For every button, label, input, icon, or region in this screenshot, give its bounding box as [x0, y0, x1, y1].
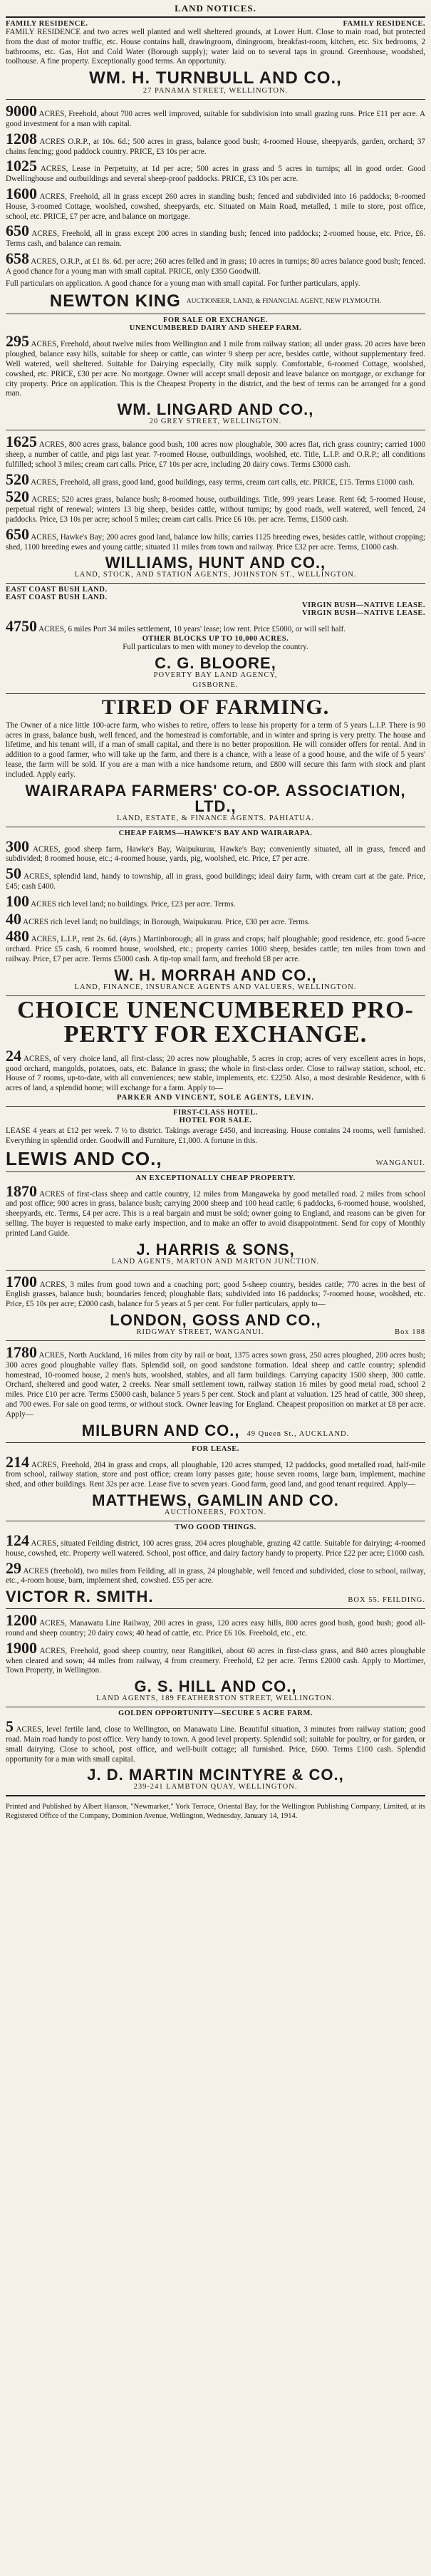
listing-text: ACRES, Freehold, all in grass except 200 acres in standing bush; fenced into paddocks; 2-roomed house, etc. Price, £6. Terms cash, and balance can remain.: [6, 229, 425, 249]
ad-heading: FOR LEASE.: [192, 1444, 239, 1453]
ad-heading-right: FAMILY RESIDENCE.: [343, 20, 425, 28]
ad-heading: TWO GOOD THINGS.: [175, 1523, 256, 1531]
ad-body: LEASE 4 years at £12 per week. 7 ½ to district. Takings average £450, and increasing. House contains 24 rooms, well furnished. Everything in splendid order. Goodwill and Furniture, £1,000. A fortune in this.: [6, 1127, 425, 1145]
ad-title-line2: PERTY FOR EXCHANGE.: [63, 1020, 368, 1048]
divider: [6, 693, 425, 694]
listing: [6, 524, 425, 553]
section-title: LAND NOTICES.: [175, 3, 256, 14]
divider: [6, 583, 425, 584]
listing-text: ACRES rich level land; no buildings; in Borough, Waipukurau. Price, £30 per acre. Terms.: [23, 917, 310, 926]
listing-text: ACRES, 6 miles Port 34 miles settlement, 10 years' lease; low rent. Price £5000, or will sell half.: [38, 625, 346, 634]
acreage: 295: [6, 332, 29, 351]
agent-name: G. S. HILL AND CO.,: [134, 1677, 297, 1696]
listing-text: ACRES; 520 acres grass, balance bush; 8-roomed house, outbuildings. Title, 999 years Lease. Rent 6d; 5-roomed House, perpetual right of renewal; winters 13 big sheep, besides cattle, without turnips; by good roads, well watered, well fenced, 24 paddocks. Price, £3 10s per acre; school 5 miles; cream cart calls. Price £6 10s. per acre. Terms, £1500 cash.: [6, 495, 425, 524]
acreage: 9000: [6, 102, 37, 120]
listing: [6, 891, 425, 910]
listing: [6, 1272, 425, 1310]
ad-morrah: [6, 829, 425, 993]
listing-text: ACRES, splendid land, handy to township, all in grass, good buildings; ideal dairy farm, with cream cart at the gate. Price, £45; cash £400.: [6, 872, 425, 891]
agent-name: J. D. MARTIN MCINTYRE & CO.,: [87, 1766, 344, 1784]
listing-text: ACRES, Manawatu Line Railway, 200 acres in grass, 120 acres easy hills, 800 acres good bush, good bush; good all-round and sheep country; 20 dairy cows; 40 head of cattle, etc. Price £6 10s. Freehold, etc., etc.: [6, 1619, 425, 1638]
agent-address: LAND, ESTATE, & FINANCE AGENTS. PAHIATUA.: [117, 814, 314, 822]
acreage: 5: [6, 1717, 14, 1736]
ad-note: Full particulars to men with money to develop the country.: [123, 643, 308, 652]
ad-heading: EAST COAST BUSH LAND.: [6, 594, 108, 602]
ad-newton-king: [6, 102, 425, 311]
agent-address: LAND, FINANCE, INSURANCE AGENTS AND VALUERS, WELLINGTON.: [74, 983, 357, 991]
listing: [6, 619, 425, 635]
agent-address: AUCTIONEERS, FOXTON.: [164, 1508, 267, 1516]
listing-text: ACRES, of very choice land, all first-class; 20 acres now ploughable, 5 acres in crop; acres of very excellent acres in hops, good orchard, mangolds, potatoes, oats, etc. Balance in grass; the whole in first-class order. Close to railway station, school, etc. House of 7 rooms, up-to-date, with all conveniences; new stable, implements, etc. £2250. Also, a most desirable Residence, with 6 acres of land, a splendid home; will exchange for a farm. Apply to—: [6, 1054, 425, 1093]
listing: [6, 1558, 425, 1587]
ad-williams-hunt: [6, 433, 425, 581]
divider: [6, 1340, 425, 1341]
acreage: 1025: [6, 157, 37, 175]
agent-name: WAIRARAPA FARMERS' CO-OP. ASSOCIATION, LTD.,: [25, 781, 406, 815]
acreage: 1900: [6, 1638, 37, 1657]
listing-text: ACRES, 800 acres grass, balance good bush, 100 acres now ploughable, 300 acres flat, rich grass country; carried 1000 sheep, a number of cattle, and pigs last year. 7-roomed House, outbuildings, woolshed, etc. Title, L.I.P. and O.R.P.; all conditions fulfilled; school 3 miles; cream cart calls. Price, £7 10s per acre, including 20 dairy cows. Terms £3000 cash.: [6, 440, 425, 469]
agent-city: WANGANUI.: [375, 1159, 425, 1167]
ad-heading: VIRGIN BUSH—NATIVE LEASE.: [301, 609, 425, 618]
listing: [6, 334, 425, 399]
listing-text: ACRES, 3 miles from good town and a coaching port; good 5-sheep country, besides cattle; 770 acres in the best of English grasses, balance bush; boundaries fenced; ploughable flats; subdivided into 16 paddocks; 7-roomed house, woolshed, etc. Price, £5 10s per acre; £2000 cash, balance for 5 years at 5 per cent. For fuller particulars, apply to—: [6, 1280, 425, 1309]
listing-text: ACRES, good sheep farm, Hawke's Bay, Waipukurau, Hawke's Bay; conveniently situated, all in grass, fenced and subdivided; 8 roomed house, etc.; 4-roomed house, yards, pig, woolshed, etc. Price, £7 per acre.: [6, 844, 425, 864]
ad-subheading: HOTEL FOR SALE.: [179, 1117, 252, 1125]
agent-address: LAND AGENTS, MARTON AND MARTON JUNCTION.: [111, 1257, 320, 1266]
acreage: 214: [6, 1452, 29, 1471]
acreage: 40: [6, 909, 21, 928]
divider: [6, 1270, 425, 1271]
acreage: 1780: [6, 1343, 37, 1361]
ad-heading: FIRST-CLASS HOTEL.: [173, 1109, 258, 1117]
listing: [6, 929, 425, 964]
agent-name: VICTOR R. SMITH.: [6, 1588, 154, 1606]
acreage: 520: [6, 470, 29, 488]
listing-text: ACRES O.R.P., at 10s. 6d.; 500 acres in grass, balance good bush; 4-roomed House, sheepyards, garden, orchard; 37 chains fencing; good paddock country. PRICE, £3 10s per acre.: [6, 137, 425, 156]
listing: [6, 1046, 425, 1094]
ad-heading: FOR SALE OR EXCHANGE.: [162, 316, 268, 325]
agent-block: [6, 291, 425, 311]
ad-matthews-gamlin: [6, 1445, 425, 1519]
agent-address: LAND AGENTS, 189 FEATHERSTON STREET, WELLINGTON.: [96, 1695, 335, 1703]
listing: [6, 1719, 425, 1764]
ad-london-goss: [6, 1273, 425, 1338]
acreage: 24: [6, 1046, 21, 1065]
agent-name: MATTHEWS, GAMLIN AND CO.: [92, 1491, 339, 1509]
ad-heading: GOLDEN OPPORTUNITY—SECURE 5 ACRE FARM.: [118, 1709, 313, 1718]
agent-address: 20 GREY STREET, WELLINGTON.: [149, 418, 282, 426]
agent-address: RIDGWAY STREET, WANGANUI.: [136, 1328, 264, 1336]
listing-text: ACRES, L.I.P., rent 2s. 6d. (4yrs.) Martinborough; all in grass and crops; half ploughable; good residence, etc. good 5-acre orchard. Price £5 cash, 6 roomed house, woolshed, etc.; property carries 1000 sheep, besides cattle; ten miles from town and railway. Price, £7 per acre. Terms £5000 cash. A tip-top small farm, and freehold £8 per acre.: [6, 935, 425, 964]
agent-name: J. HARRIS & SONS,: [136, 1240, 295, 1258]
listing: [6, 839, 425, 865]
listing: [6, 1613, 425, 1639]
listing-text: ACRES, Freehold, all grass, good land, good buildings, easy terms, cream cart calls, etc. PRICE, £15. Terms £1000 cash.: [31, 477, 415, 487]
ad-harris: [6, 1174, 425, 1268]
acreage: 124: [6, 1531, 29, 1549]
agent-name: WILLIAMS, HUNT AND CO.,: [105, 554, 326, 572]
listing-text: ACRES of first-class sheep and cattle country, 12 miles from Mangaweka by good metalled road. 2 miles from school and post office; 900 acres in grass, balance bush; carrying 2000 sheep and 100 head cattle; 6 paddocks, 6-roomed house, woolshed, sheepyards, etc. Terms, £4 per acre. This is a real bargain and must be sold; owner going to England, and reasons can be given for selling. The buyer is requested to make early inspection, and to make an offer to avoid disappointment. Send for copy of Monthly printed Land Guide.: [6, 1189, 425, 1238]
acreage: 29: [6, 1558, 21, 1577]
agent-address: 239-241 LAMBTON QUAY, WELLINGTON.: [133, 1783, 298, 1791]
listing: [6, 864, 425, 892]
listing-text: ACRES rich level land; no buildings. Price, £23 per acre. Terms.: [31, 899, 236, 909]
agent-name: C. G. BLOORE,: [155, 653, 276, 672]
acreage: 650: [6, 524, 29, 543]
ad-title-line1: CHOICE UNENCUMBERED PRO-: [17, 998, 414, 1023]
po-box: Box 188: [395, 1328, 425, 1336]
listing-note: Full particulars on application. A good chance for a young man with small capital. For further particulars, apply.: [6, 279, 360, 288]
listing: [6, 129, 425, 157]
ad-body: The Owner of a nice little 100-acre farm, who wishes to retire, offers to lease his property for a term of 5 years L.I.P. There is 90 acres in grass, balance bush, well fenced, and the homestead is comfortable, and in winter and spring is very pretty. The house and lifetime, and his tenant will, if a man of small capital, and there is no better proposition. He will consider offers for rental. And in addition to a good farmer, who will take up the farm, and there is a chance, with a lease of a good house, and the wife of 5 years' lease, the farm will be sold. If you are a man with a nice handsome return, and £800 will secure this farm with stock and plant included. Apply early.: [6, 720, 425, 779]
agent-city: GISBORNE.: [192, 681, 239, 689]
acreage: 658: [6, 249, 29, 267]
listing: [6, 909, 425, 928]
agent-address: 27 PANAMA STREET, WELLINGTON.: [142, 87, 289, 95]
printers-imprint: Printed and Published by Albert Hanson, "Newmarket," York Terrace, Oriental Bay, for the Wellington Publishing Company, Limited, at its Registered Office of the Company, Dominion Avenue, Wellington, Wednesday, January 14, 1914.: [6, 1803, 425, 1821]
agent-name: W. H. MORRAH AND CO.,: [114, 966, 317, 984]
acreage: 1625: [6, 433, 37, 451]
acreage: 1208: [6, 129, 37, 148]
ad-heading: CHEAP FARMS—HAWKE'S BAY AND WAIRARAPA.: [118, 829, 313, 837]
acreage: 300: [6, 837, 29, 855]
ad-subheading: UNENCUMBERED DAIRY AND SHEEP FARM.: [129, 324, 302, 333]
ad-title: TIRED OF FARMING.: [101, 695, 330, 719]
listing: [6, 224, 425, 249]
listing-text: ACRES, Freehold, about twelve miles from Wellington and 1 mile from railway station; all under grass. 20 acres have been ploughed, balance easy hills, suitable for sheep or cattle, can winter 9 sheep per acre, besides cattle, without supplementary feed. Well watered, well sheltered. Suitable for Dairying especially, City milk supply. Comfortable, 6-roomed Cottage, woolshed, cowshed, etc. PRICE, £30 per acre. No mortgage. Owner will accept small deposit and leave balance on mortgage, or exchange for city property. Price on application. This is the Cheapest Property in the district, and the best of terms can be arranged for a good man.: [6, 340, 425, 398]
ad-hill: [6, 1611, 425, 1705]
agent-address: POVERTY BAY LAND AGENCY,: [153, 671, 278, 679]
ad-family-residence: [6, 20, 425, 97]
listing: [6, 472, 425, 488]
listing-text: ACRES, O.R.P., at £1 8s. 6d. per acre; 260 acres felled and in grass; 10 acres in turnips; 80 acres balance good bush; fenced. A good chance for a young man with small capital. PRICE, only £350 Goodwill.: [6, 257, 425, 276]
listing: [6, 1533, 425, 1559]
divider: [6, 1608, 425, 1609]
acreage: 1600: [6, 184, 37, 202]
divider: [6, 99, 425, 100]
agent-address: LAND, STOCK, AND STATION AGENTS, JOHNSTON ST., WELLINGTON.: [74, 571, 357, 579]
listing-text: ACRES, Hawke's Bay; 200 acres good land, balance low hills; carries 1125 breeding ewes, besides cattle, without cropping; shed, 1100 breeding ewes and young cattle; situated 11 miles from town and railway. Price £32 per acre. Terms, £1000 cash.: [6, 532, 425, 552]
acreage: 4750: [6, 617, 37, 636]
listing: [6, 249, 425, 277]
newspaper-page: [6, 0, 425, 1821]
acreage: 520: [6, 487, 29, 506]
agent-name: MILBURN AND CO.,: [81, 1421, 240, 1439]
listing-text: ACRES, North Auckland, 16 miles from city by rail or boat, 1375 acres sown grass, 250 acres ploughed, 200 acres bush; 300 acres good ploughable valley flats. Splendid soil, on good sandstone formation. Ideal sheep and cattle country; splendid homestead, 10-roomed house, 2 men's huts, woolshed, stables, and all farm buildings. Carrying capacity 1500 sheep, 300 cattle. Orchard, sheltered and good water, 2 creeks. Near small settlement town, railway station 16 miles by good metal road, school 2 miles. Price £10 per acre. Terms £5000 cash, balance 5 years 5 per cent. Stock and plant at valuation. 125 head of cattle, 300 sheep, and 700 ewes. For sale on good terms, or without stock. Owner leaving for England. Cheapest proposition on market at £8 per acre. Apply—: [6, 1351, 425, 1419]
ad-heading: AN EXCEPTIONALLY CHEAP PROPERTY.: [135, 1174, 296, 1182]
agent-address: BOX 55. FEILDING.: [348, 1596, 425, 1605]
divider: [6, 995, 425, 996]
divider: [6, 1106, 425, 1107]
acreage: 1870: [6, 1181, 37, 1200]
acreage: 1700: [6, 1272, 37, 1290]
ad-hotel: [6, 1109, 425, 1169]
listing: [6, 104, 425, 130]
divider: [6, 1795, 425, 1796]
ad-heading: EAST COAST BUSH LAND.: [6, 586, 108, 594]
listing: [6, 1345, 425, 1420]
listing-text: ACRES, situated Feilding district, 100 acres grass, 204 acres ploughable, grazing 42 cattle. Suitable for dairying; 4-roomed house, cowshed, etc. Property well watered. School, post office, and dairy factory handy to property. Price £22 per acre; £1000 cash.: [6, 1538, 425, 1558]
listing-text: ACRES, Freehold, all in grass except 260 acres in standing bush; fenced and subdivided into 16 paddocks; 8-roomed House, 3-roomed Cottage, woolshed, cowshed, sheepyards, etc. Situated on Main Road, metalled, 1 mile to store, post office, school, etc. PRICE, £7 per acre, and balance on mortgage.: [6, 192, 425, 221]
agent-name: LEWIS AND CO.,: [6, 1147, 162, 1169]
ad-body: FAMILY RESIDENCE and two acres well planted and well sheltered grounds, at Lower Hutt. Close to main road, but protected from the dust of motor traffic, etc. House contains hall, drawingroom, diningroom, breakfast-room, kitchen, etc. Six bedrooms, 2 bathrooms, etc. Gas, Hot and Cold Water (Borough supply); water laid on to several taps in ground. Greenhouse, woodshed, toolhouse. A fine property. Exceptionally good terms. An opportunity.: [6, 28, 425, 66]
ad-choice-exchange: [6, 998, 425, 1104]
divider: [6, 16, 425, 18]
listing-text: ACRES, level fertile land, close to Wellington, on Manawatu Line. Beautiful situation, 3 minutes from railway station; good road. Main road handy to post office. Very handy to town. A good level property. Splendid soil; suitable for poultry, or for garden, or small dairying. Close to school, post office, and well-built cottage; all furnished. Price, £600. Terms £100 cash. Splendid opportunity for a man with small capital.: [6, 1725, 425, 1764]
acreage: 480: [6, 927, 29, 946]
agent-subtitle: AUCTIONEER, LAND, & FINANCIAL AGENT, NEW PLYMOUTH.: [186, 298, 382, 306]
listing-text: ACRES, Freehold, about 700 acres well improved, suitable for subdivision into small grazing runs. Price £11 per acre. A good investment for a man with capital.: [6, 110, 425, 128]
agent-address: 49 Queen St., AUCKLAND.: [246, 1429, 350, 1438]
agent-name: LONDON, GOSS AND CO.,: [110, 1311, 321, 1329]
agent-name: NEWTON KING: [49, 291, 181, 311]
ad-milburn: [6, 1343, 425, 1440]
listing: [6, 159, 425, 185]
listing-text: ACRES (freehold), two miles from Feilding, all in grass, 24 ploughable, well fenced and subdivided, close to school, railway, etc., 4-room house, barn, implement shed, cowshed. £55 per acre.: [6, 1566, 425, 1586]
listing: [6, 184, 425, 222]
divider: [6, 1442, 425, 1443]
listing-text: ACRES, Freehold, good sheep country, near Rangitikei, about 60 acres in first-class grass, and 840 acres ploughable when cleared and sown; 44 miles from railway, 4 from creamery. Freehold, £2 per acre. Terms £2000 cash. Apply to Mortimer, Town Property, in Wellington.: [6, 1646, 425, 1675]
acreage: 1200: [6, 1611, 37, 1630]
ad-victor-smith: [6, 1524, 425, 1606]
listing: [6, 1452, 425, 1490]
agent-name: WM. LINGARD AND CO.,: [117, 400, 314, 419]
listing: [6, 1181, 425, 1239]
listing-text: ACRES, Freehold, 204 in grass and crops, all ploughable, 120 acres stumped, 12 paddocks, good metalled road, half-mile from school, railway station, store and post office; cream lorry passes gate; house seven rooms, large barn, implement, machine shed, and other buildings. Rent 32s per acre. Lease five to seven years. Good farm, good land, and good tenant required. Apply—: [6, 1460, 425, 1489]
ad-subheading: OTHER BLOCKS UP TO 10,000 ACRES.: [142, 635, 289, 643]
listing-text: ACRES, Lease in Perpetuity, at 1d per acre; 500 acres in grass and 5 acres in turnips; all in good order. Good Dwellinghouse and outbuildings and several sheep-proof paddocks. PRICE, £3 10s per acre.: [6, 165, 425, 184]
ad-tired-of-farming: [6, 696, 425, 824]
acreage: 100: [6, 891, 29, 910]
listing: [6, 1638, 425, 1676]
ad-bloore: [6, 586, 425, 691]
ad-martin-mcintyre: [6, 1709, 425, 1793]
ad-lingard: [6, 316, 425, 428]
agent-name: WM. H. TURNBULL AND CO.,: [89, 68, 342, 88]
divider: [6, 1171, 425, 1172]
ad-heading: VIRGIN BUSH—NATIVE LEASE.: [301, 601, 425, 610]
ad-heading-left: FAMILY RESIDENCE.: [6, 20, 88, 28]
listing: [6, 435, 425, 470]
listing: [6, 487, 425, 524]
agent-name: PARKER AND VINCENT, SOLE AGENTS, LEVIN.: [116, 1094, 315, 1102]
acreage: 50: [6, 864, 21, 883]
acreage: 650: [6, 222, 29, 240]
